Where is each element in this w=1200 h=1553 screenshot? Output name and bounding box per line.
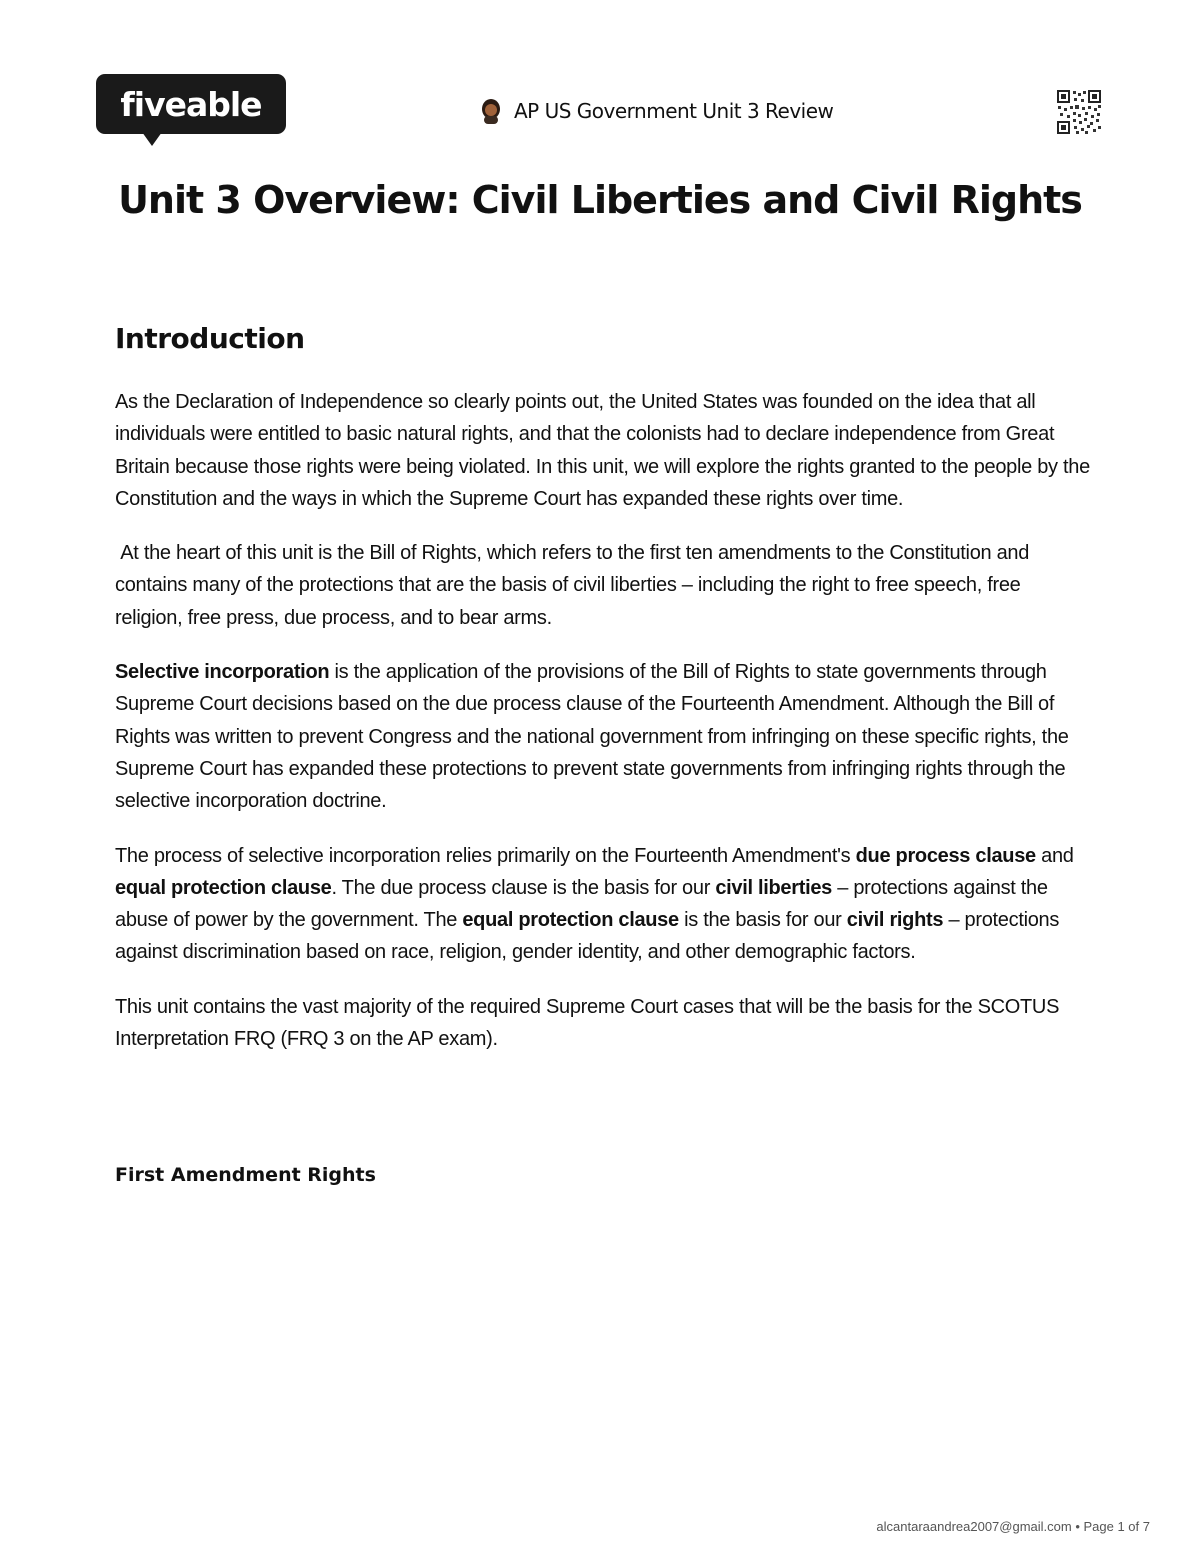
p4-text-4: – protections against the abuse of power by the government. The bbox=[115, 876, 1048, 932]
term-equal-protection-clause-2: equal protection clause bbox=[462, 909, 679, 932]
page-footer: alcantaraandrea2007@gmail.com • Page 1 of 7 bbox=[876, 1519, 1150, 1534]
paragraph-4 bbox=[115, 840, 1090, 969]
person-emoji-icon bbox=[480, 98, 502, 124]
header-title: AP US Government Unit 3 Review bbox=[514, 99, 834, 123]
term-civil-liberties: civil liberties bbox=[715, 876, 833, 899]
paragraph-3 bbox=[115, 656, 1090, 817]
qr-code-icon[interactable] bbox=[1056, 89, 1102, 135]
p4-text-3: . The due process clause is the basis for our bbox=[331, 876, 716, 899]
subheading-first-amendment-rights: First Amendment Rights bbox=[115, 1164, 376, 1186]
p4-text-5: is the basis for our bbox=[678, 909, 847, 932]
paragraph-2: At the heart of this unit is the Bill of Rights, which refers to the first ten amendments to the Constitution and contains many of the protections that are the basis of civil liberties – including the right to free speech, free religion, free press, due process, and to bear arms. bbox=[115, 542, 1035, 629]
page-title: Unit 3 Overview: Civil Liberties and Civil Rights bbox=[118, 178, 1082, 222]
logo-text: fiveable bbox=[120, 84, 262, 124]
section-heading-introduction: Introduction bbox=[115, 322, 305, 355]
p4-text-2: and bbox=[1035, 844, 1074, 867]
paragraph-1: As the Declaration of Independence so clearly points out, the United States was founded on the idea that all individuals were entitled to basic natural rights, and that the colonists had to declare independence from Great Britain because those rights were being violated. In this unit, we will explore the rights granted to the people by the Constitution and the ways in which the Supreme Court has expanded these rights over time. bbox=[115, 391, 1090, 510]
term-civil-rights: civil rights bbox=[846, 909, 944, 932]
logo-tail bbox=[142, 132, 162, 146]
fiveable-logo[interactable] bbox=[96, 74, 286, 134]
paragraph-3-text: is the application of the provisions of the Bill of Rights to state governments through Supreme Court decisions based on the due process clause of the Fourteenth Amendment. Although the Bill of Rights was written to prevent Congress and the national government from infringing on these specific rights, the Supreme Court has expanded these protections to prevent state governments from infringing rights through the selective incorporation doctrine. bbox=[115, 661, 1069, 813]
term-selective-incorporation: Selective incorporation bbox=[115, 661, 330, 684]
p4-text-1: The process of selective incorporation relies primarily on the Fourteenth Amendment's bbox=[115, 844, 856, 867]
p4-text-6: – protections against discrimination based on race, religion, gender identity, and other demographic factors. bbox=[115, 909, 1060, 964]
document-header bbox=[480, 96, 833, 126]
paragraph-5: This unit contains the vast majority of the required Supreme Court cases that will be the basis for the SCOTUS Interpretation FRQ (FRQ 3 on the AP exam). bbox=[115, 995, 1060, 1051]
section-body bbox=[115, 386, 1090, 1077]
term-due-process-clause: due process clause bbox=[855, 844, 1036, 867]
term-equal-protection-clause: equal protection clause bbox=[115, 876, 332, 899]
